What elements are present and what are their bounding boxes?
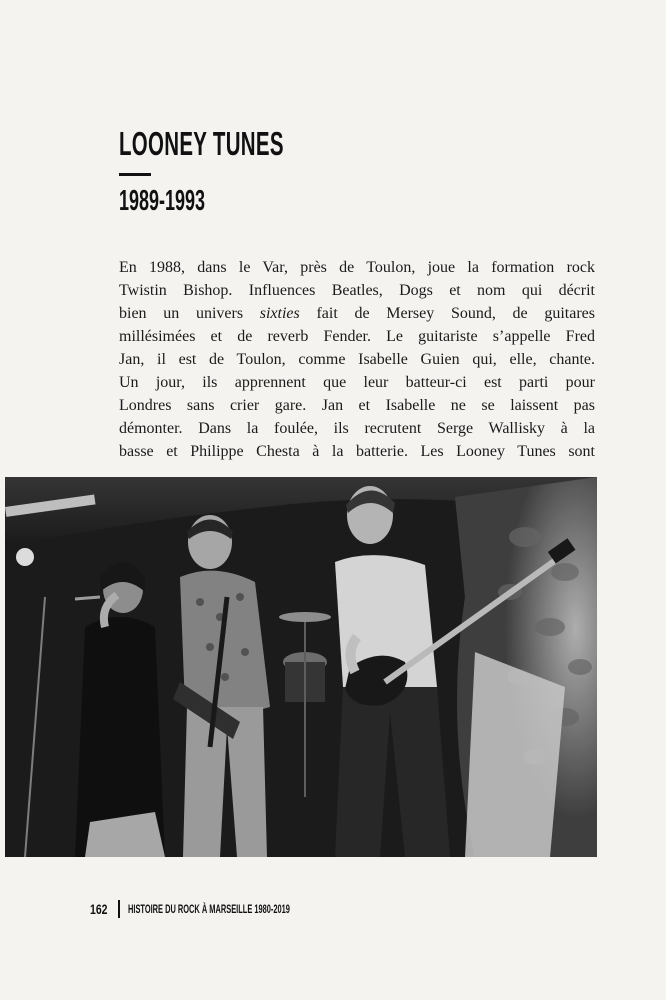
title-rule	[119, 173, 151, 176]
body-line: Un jour, ils apprennent que leur batteur-ci est parti pour	[119, 374, 595, 391]
band-photo	[5, 477, 597, 857]
chapter-years: 1989-1993	[119, 185, 205, 217]
body-line: démonter. Dans la foulée, ils recrutent Serge Wallisky à la	[119, 420, 595, 437]
footer-divider	[118, 900, 120, 918]
body-line: En 1988, dans le Var, près de Toulon, joue la formation rock	[119, 259, 595, 276]
page-footer	[90, 899, 389, 919]
running-title: HISTOIRE DU ROCK À MARSEILLE 1980-2019	[128, 902, 290, 916]
body-line: Twistin Bishop. Influences Beatles, Dogs et nom qui décrit	[119, 282, 595, 299]
body-line: bien un univers sixties fait de Mersey Sound, de guitares	[119, 305, 595, 322]
body-line: basse et Philippe Chesta à la batterie. Les Looney Tunes sont	[119, 443, 595, 460]
chapter-title: LOONEY TUNES	[119, 125, 284, 162]
italic-word: sixties	[259, 305, 300, 322]
body-line: millésimées et de reverb Fender. Le guitariste s’appelle Fred	[119, 328, 595, 345]
body-line: Jan, il est de Toulon, comme Isabelle Guien qui, elle, chante.	[119, 351, 595, 368]
body-paragraph	[119, 256, 595, 463]
band-photo-illustration	[5, 477, 597, 857]
page-number: 162	[90, 901, 108, 917]
body-line: Londres sans crier gare. Jan et Isabelle ne se laissent pas	[119, 397, 595, 414]
